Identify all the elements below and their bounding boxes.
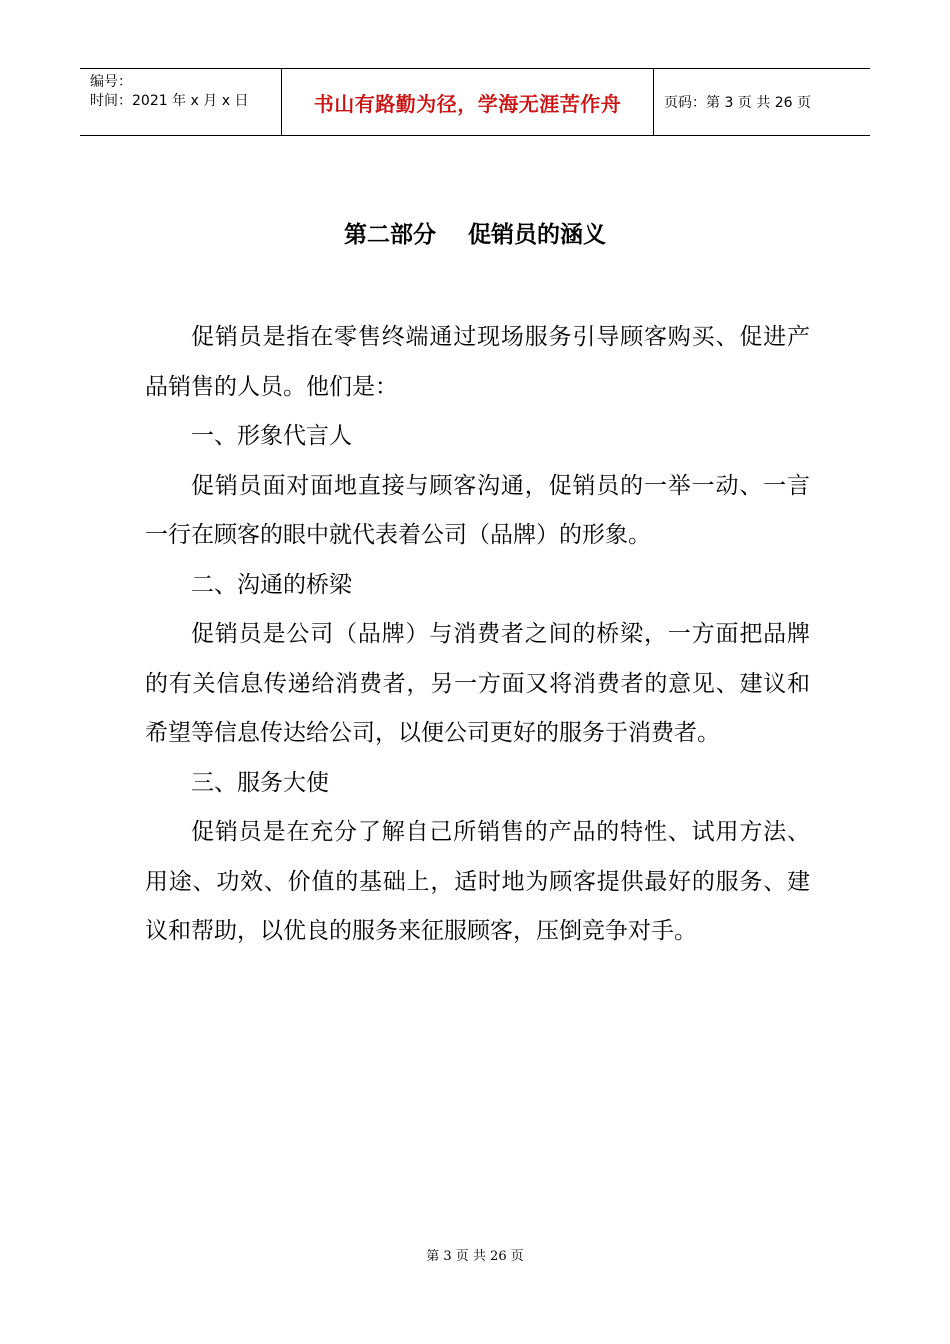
paragraph-service-ambassador: 促销员是在充分了解自己所销售的产品的特性、试用方法、用途、功效、价值的基础上，适时地为顾客提供最好的服务、建议和帮助，以优良的服务来征服顾客，压倒竞争对手。 <box>145 819 810 944</box>
paragraph-communication-bridge: 促销员是公司（品牌）与消费者之间的桥梁，一方面把品牌的有关信息传递给消费者，另一方面又将消费者的意见、建议和希望等信息传达给公司，以便公司更好的服务于消费者。 <box>145 621 810 746</box>
page-header <box>80 68 870 136</box>
document-number-label: 编号： <box>90 74 132 90</box>
header-meta-cell <box>80 69 282 135</box>
section-title: 第二部分 促销员的涵义 <box>343 222 607 248</box>
header-page-code: 页码：第 3 页 共 26 页 <box>664 95 811 111</box>
paragraph-image-spokesperson: 促销员面对面地直接与顾客沟通，促销员的一举一动、一言一行在顾客的眼中就代表着公司（品牌）的形象。 <box>145 472 810 548</box>
heading-service-ambassador: 三、服务大使 <box>191 769 329 796</box>
paragraph-intro: 促销员是指在零售终端通过现场服务引导顾客购买、促进产品销售的人员。他们是： <box>145 324 810 400</box>
heading-communication-bridge: 二、沟通的桥梁 <box>191 571 352 598</box>
heading-image-spokesperson: 一、形象代言人 <box>191 423 352 449</box>
body-content <box>145 313 810 957</box>
page-footer: 第 3 页 共 26 页 <box>426 1249 524 1264</box>
document-date: 时间：2021 年 x 月 x 日 <box>90 93 249 109</box>
header-motto: 书山有路勤为径，学海无涯苦作舟 <box>282 69 654 135</box>
